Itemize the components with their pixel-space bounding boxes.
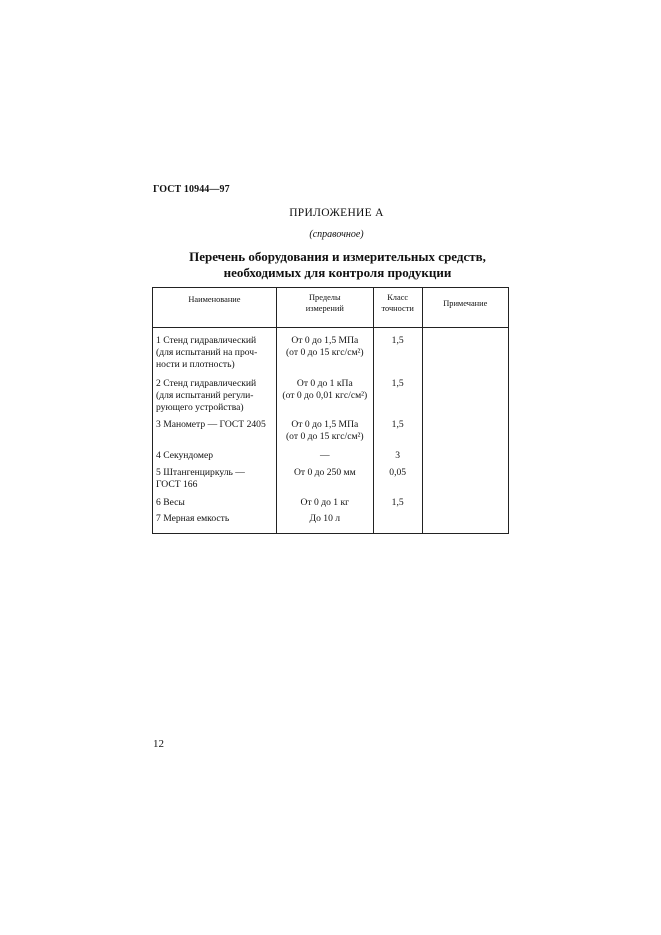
cell-name-line: 4 Секундомер [156,450,214,461]
cell-class [373,510,422,534]
cell-range-line: — [320,450,330,461]
cell-range-line: От 0 до 1,5 МПа [291,419,359,430]
header-range [276,288,373,328]
cell-range [276,445,373,463]
main-heading [0,249,661,281]
cell-name-line: 7 Мерная емкость [156,513,230,524]
appendix-title: ПРИЛОЖЕНИЕ А [289,207,384,219]
page-number: 12 [153,738,164,750]
cell-name-line: (для испытаний на проч- [156,347,258,358]
header-note: Примечание [422,288,508,328]
table-row [153,510,509,534]
cell-range-line: От 0 до 1,5 МПа [291,335,359,346]
cell-name-line: 3 Манометр — ГОСТ 2405 [156,419,266,430]
cell-note [422,510,508,534]
cell-class: 1,5 [373,491,422,510]
main-heading-line-2: необходимых для контроля продукции [223,265,452,280]
cell-name-line: (для испытаний регули- [156,390,254,401]
cell-note [422,414,508,445]
cell-range [276,510,373,534]
cell-name-line: рующего устройства) [156,402,244,413]
table-row [153,371,509,414]
cell-range-line: (от 0 до 15 кгс/см²) [285,431,364,442]
cell-name-line: 2 Стенд гидравлический [156,378,257,389]
cell-class: 1,5 [373,328,422,372]
cell-note [422,491,508,510]
header-range-line-2: измерений [305,304,344,313]
equipment-table [152,287,509,534]
cell-name-line: 6 Весы [156,497,185,508]
cell-class: 1,5 [373,371,422,414]
table-row [153,445,509,463]
cell-range [276,491,373,510]
cell-note [422,371,508,414]
main-heading-line-1: Перечень оборудования и измерительных средств, [189,249,486,264]
cell-range [276,371,373,414]
table-row [153,491,509,510]
cell-name-line: ности и плотность) [156,359,235,370]
cell-range-line: От 0 до 1 кг [300,497,350,508]
header-class [373,288,422,328]
cell-class: 0,05 [373,463,422,491]
cell-range-line: От 0 до 250 мм [293,467,356,478]
cell-name-line: ГОСТ 166 [156,479,198,490]
cell-name [153,328,277,372]
document-code: ГОСТ 10944—97 [153,184,230,195]
cell-name [153,371,277,414]
cell-name [153,414,277,445]
table-row [153,328,509,372]
cell-range [276,463,373,491]
cell-name [153,445,277,463]
cell-name [153,491,277,510]
header-class-line-1: Класс [387,293,409,302]
table-header-row [153,288,509,328]
cell-note [422,463,508,491]
cell-range-line: От 0 до 1 кПа [296,378,353,389]
cell-class: 1,5 [373,414,422,445]
cell-class: 3 [373,445,422,463]
header-class-line-2: точности [381,304,414,313]
cell-name [153,463,277,491]
header-name: Наименование [153,288,277,328]
cell-range [276,328,373,372]
cell-name-line: 1 Стенд гидравлический [156,335,257,346]
cell-name-line: 5 Штангенциркуль — [156,467,245,478]
appendix-status: (справочное) [309,229,364,240]
cell-name [153,510,277,534]
cell-range [276,414,373,445]
cell-range-line: До 10 л [309,513,341,524]
cell-range-line: (от 0 до 0,01 кгс/см²) [282,390,368,401]
cell-note [422,445,508,463]
header-range-line-1: Пределы [308,293,341,302]
table-row [153,463,509,491]
cell-note [422,328,508,372]
cell-range-line: (от 0 до 15 кгс/см²) [285,347,364,358]
table-row [153,414,509,445]
